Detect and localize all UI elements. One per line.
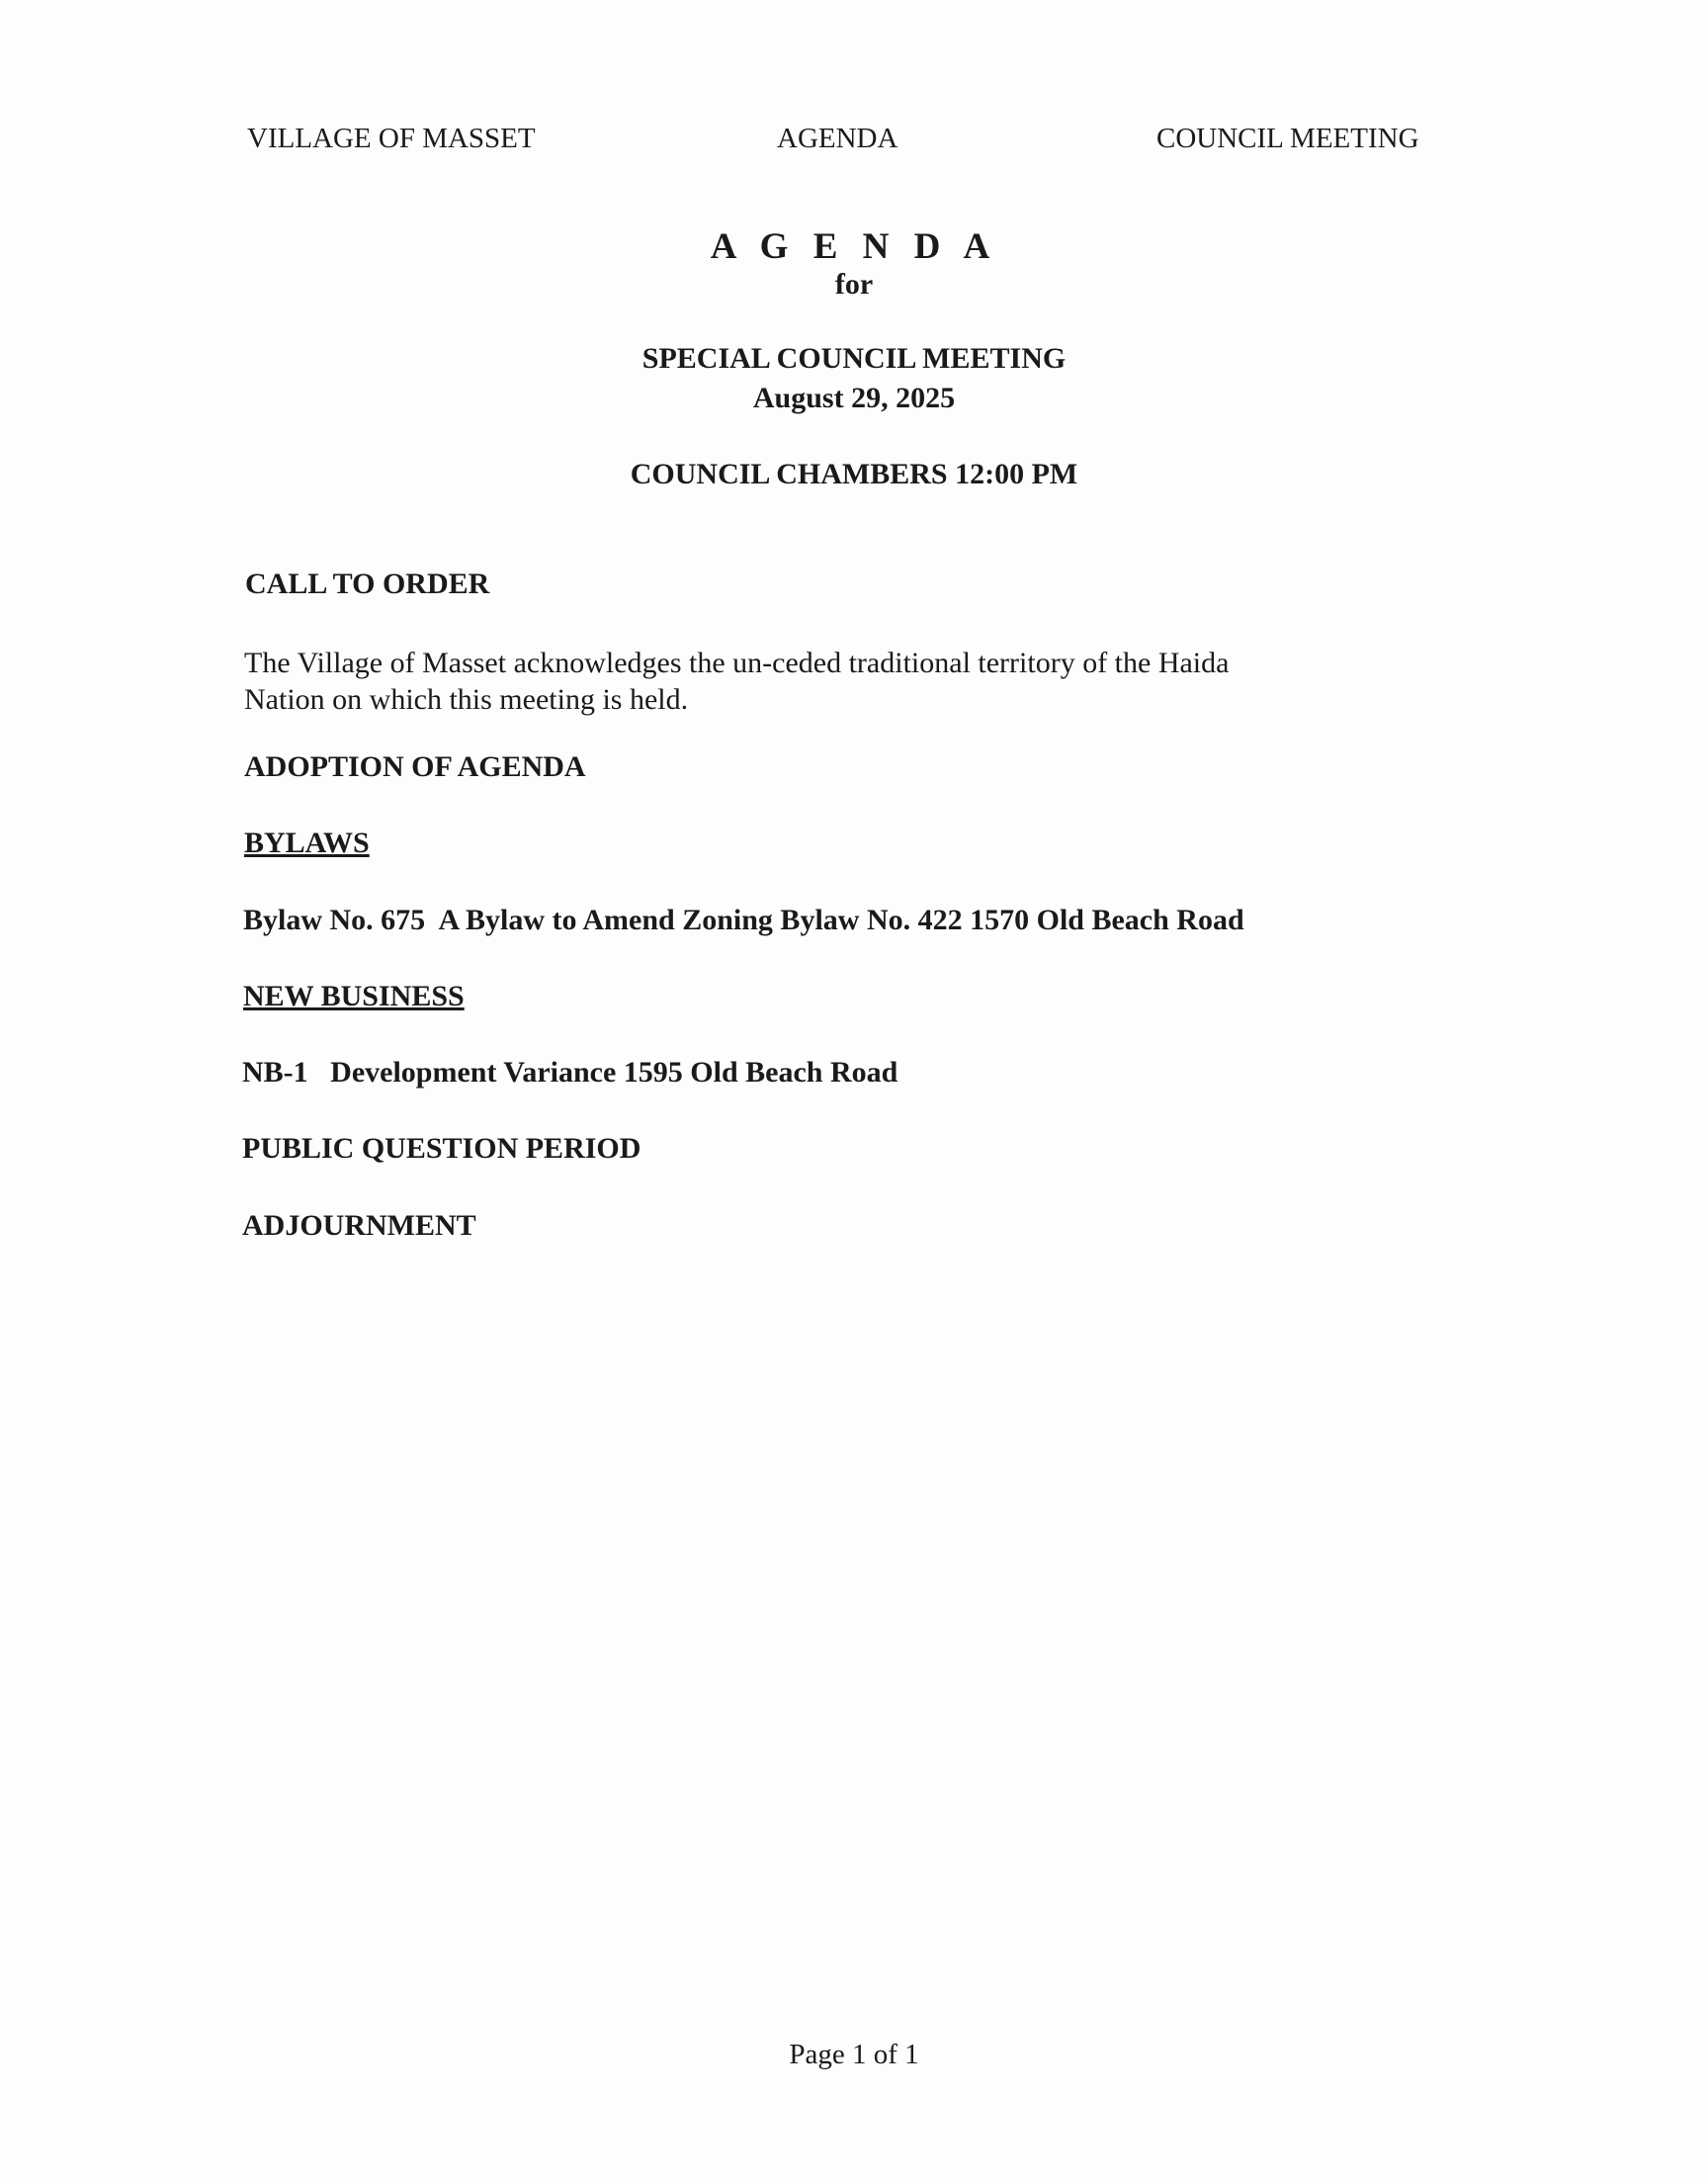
acknowledgement-line-1: The Village of Masset acknowledges the un-ceded traditional territory of the Haida (244, 647, 1230, 679)
meeting-type: SPECIAL COUNCIL MEETING (641, 342, 1067, 375)
adjournment-heading: ADJOURNMENT (242, 1209, 476, 1242)
meeting-date: August 29, 2025 (752, 382, 956, 414)
header-document-type: AGENDA (777, 123, 898, 154)
agenda-title: A G E N D A (710, 226, 998, 267)
page-number: Page 1 of 1 (789, 2039, 919, 2070)
header-organization: VILLAGE OF MASSET (247, 123, 536, 154)
adoption-of-agenda-heading: ADOPTION OF AGENDA (244, 750, 586, 783)
meeting-location-time: COUNCIL CHAMBERS 12:00 PM (630, 458, 1078, 490)
public-question-period-heading: PUBLIC QUESTION PERIOD (242, 1132, 641, 1165)
bylaws-heading: BYLAWS (244, 827, 370, 859)
acknowledgement-line-2: Nation on which this meeting is held. (244, 683, 689, 716)
agenda-title-for: for (834, 268, 874, 301)
new-business-item: NB-1 Development Variance 1595 Old Beach Road (242, 1056, 898, 1089)
land-acknowledgement (244, 645, 1430, 718)
new-business-heading: NEW BUSINESS (243, 980, 465, 1012)
header-meeting: COUNCIL MEETING (1156, 123, 1419, 154)
bylaw-item: Bylaw No. 675 A Bylaw to Amend Zoning Bylaw No. 422 1570 Old Beach Road (243, 904, 1244, 936)
call-to-order-heading: CALL TO ORDER (245, 568, 490, 600)
